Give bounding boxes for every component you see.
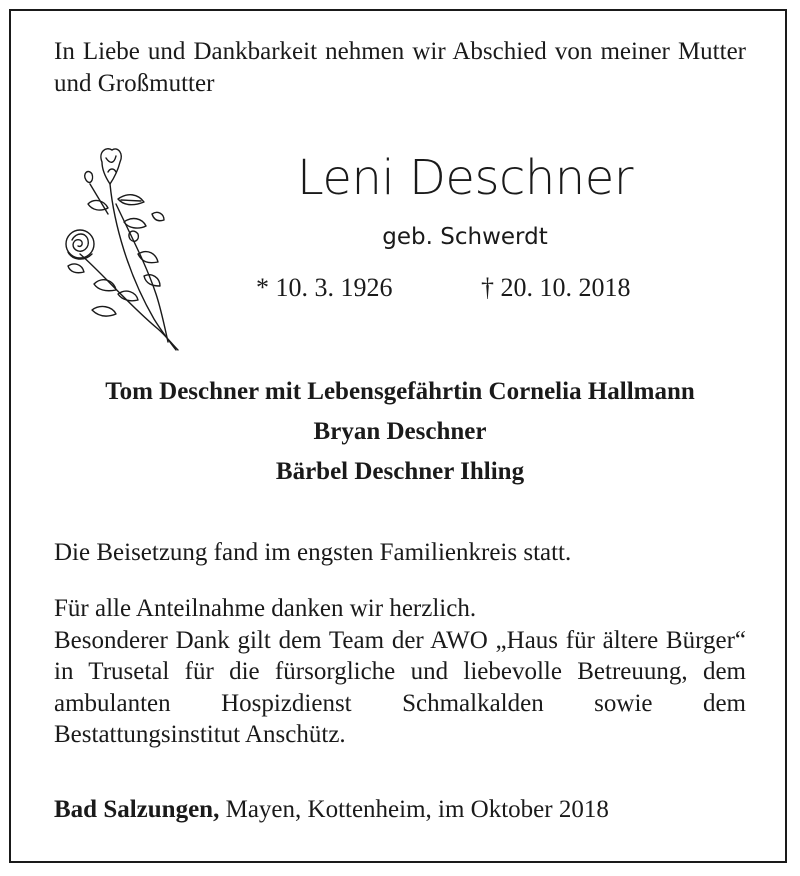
thanks-special: Besonderer Dank gilt dem Team der AWO „Haus für ältere Bürger“ in Trusetal für die fürsorgliche und liebevolle Betreuung, dem ambulanten Hospizdienst Schmalkalden sowie dem Bestattungsinstitut Anschütz. (54, 626, 746, 748)
burial-note: Die Beisetzung fand im engsten Familienkreis statt. (54, 539, 572, 566)
mourner-name: Bryan Deschner (313, 418, 487, 445)
mourners-list (40, 372, 760, 492)
thanks-line: Für alle Anteilnahme danken wir herzlich. (54, 595, 477, 622)
mourner-name: Tom Deschner mit Lebensgefährtin Cornelia Hallmann (105, 378, 695, 405)
death-date: † 20. 10. 2018 (481, 273, 631, 302)
deceased-name: Leni Deschner (297, 150, 633, 206)
closing-rest: Mayen, Kottenheim, im Oktober 2018 (219, 796, 609, 823)
mourner-name: Bärbel Deschner Ihling (275, 458, 525, 485)
thanks-paragraph (54, 593, 746, 751)
closing-line (54, 794, 754, 826)
intro-text: In Liebe und Dankbarkeit nehmen wir Abschied von meiner Mutter und Großmutter (54, 38, 746, 97)
closing-place: Bad Salzungen, (54, 796, 220, 823)
rose-illustration-icon (58, 144, 182, 354)
birth-date: * 10. 3. 1926 (256, 273, 393, 302)
maiden-name: geb. Schwerdt (382, 224, 548, 250)
